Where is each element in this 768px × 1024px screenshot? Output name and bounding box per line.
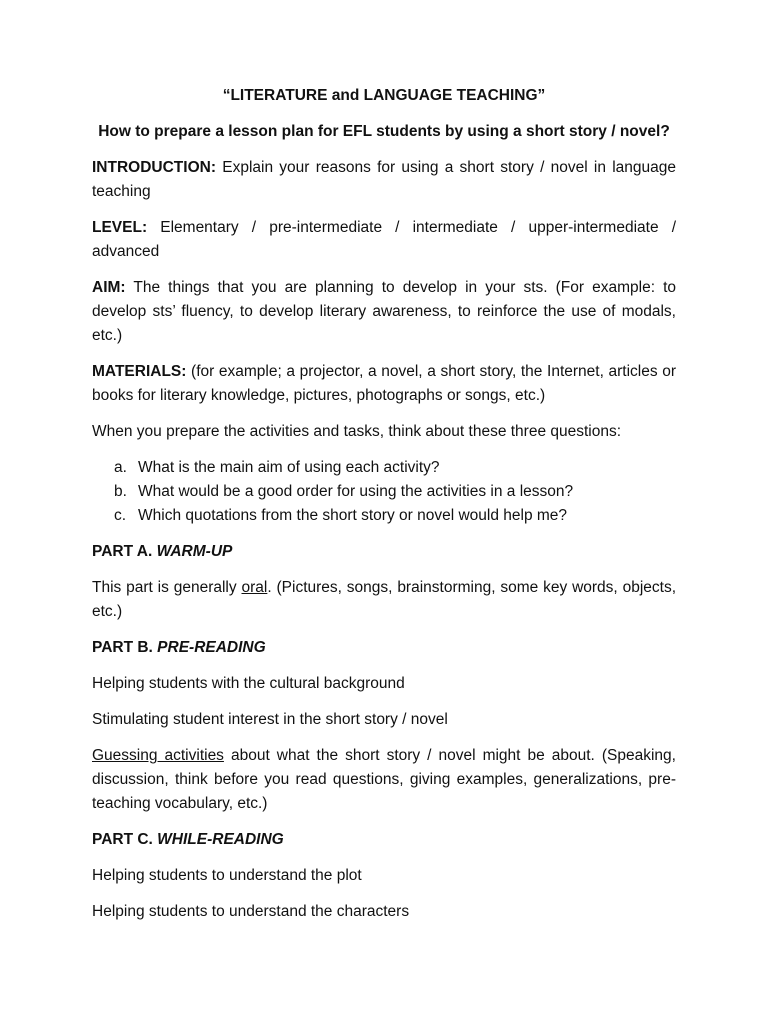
list-item-text: Which quotations from the short story or novel would help me?: [138, 507, 568, 524]
part-b-guessing-text: about what the short story / novel might be about. (Speaking, discussion, think before you read questions, giving examples, generalizations, pre-teaching vocabulary, etc.): [92, 747, 676, 812]
list-marker: b.: [114, 483, 127, 500]
level-text: Elementary / pre-intermediate / intermediate / upper-intermediate / advanced: [92, 219, 676, 260]
document-title: “LITERATURE and LANGUAGE TEACHING”: [222, 87, 546, 104]
part-b-label: PART B.: [92, 639, 158, 656]
list-item: [114, 504, 676, 528]
part-c-label: PART C.: [92, 831, 158, 848]
part-b-line-1: Helping students with the cultural background: [92, 675, 405, 692]
materials-label: MATERIALS:: [92, 363, 187, 380]
part-a-text-after: . (Pictures, songs, brainstorming, some key words, objects, etc.): [92, 579, 676, 620]
document-subtitle: How to prepare a lesson plan for EFL students by using a short story / novel?: [98, 123, 670, 140]
part-a-paragraph: [92, 576, 676, 624]
part-a-name: WARM-UP: [156, 543, 233, 560]
part-b-guessing-paragraph: [92, 744, 676, 816]
part-b-guessing-underlined: Guessing activities: [92, 747, 224, 764]
introduction-paragraph: [92, 156, 676, 204]
part-b-heading: [92, 636, 676, 660]
list-item-text: What is the main aim of using each activity?: [138, 459, 440, 476]
part-b-name: PRE-READING: [157, 639, 266, 656]
part-c-line-1: Helping students to understand the plot: [92, 867, 362, 884]
materials-text: (for example; a projector, a novel, a short story, the Internet, articles or books for literary knowledge, pictures, photographs or songs, etc.): [92, 363, 676, 404]
list-item: [114, 480, 676, 504]
list-item: [114, 456, 676, 480]
level-paragraph: [92, 216, 676, 264]
aim-text: The things that you are planning to develop in your sts. (For example: to develop sts’ fluency, to develop literary awareness, to reinforce the use of modals, etc.): [92, 279, 676, 344]
introduction-text: Explain your reasons for using a short story / novel in language teaching: [92, 159, 676, 200]
part-b-line-2: Stimulating student interest in the short story / novel: [92, 711, 448, 728]
part-c-line-2: Helping students to understand the characters: [92, 903, 410, 920]
list-marker: c.: [114, 507, 127, 524]
part-a-underlined: oral: [241, 579, 268, 596]
list-item-text: What would be a good order for using the activities in a lesson?: [138, 483, 574, 500]
list-marker: a.: [114, 459, 127, 476]
part-a-heading: [92, 540, 676, 564]
part-a-label: PART A.: [92, 543, 157, 560]
level-label: LEVEL:: [92, 219, 148, 236]
part-c-heading: [92, 828, 676, 852]
aim-label: AIM:: [92, 279, 126, 296]
part-a-text-before: This part is generally: [92, 579, 242, 596]
questions-list: [92, 456, 676, 528]
materials-paragraph: [92, 360, 676, 408]
introduction-label: INTRODUCTION:: [92, 159, 216, 176]
questions-intro: When you prepare the activities and tasks, think about these three questions:: [92, 423, 622, 440]
part-c-name: WHILE-READING: [157, 831, 284, 848]
aim-paragraph: [92, 276, 676, 348]
